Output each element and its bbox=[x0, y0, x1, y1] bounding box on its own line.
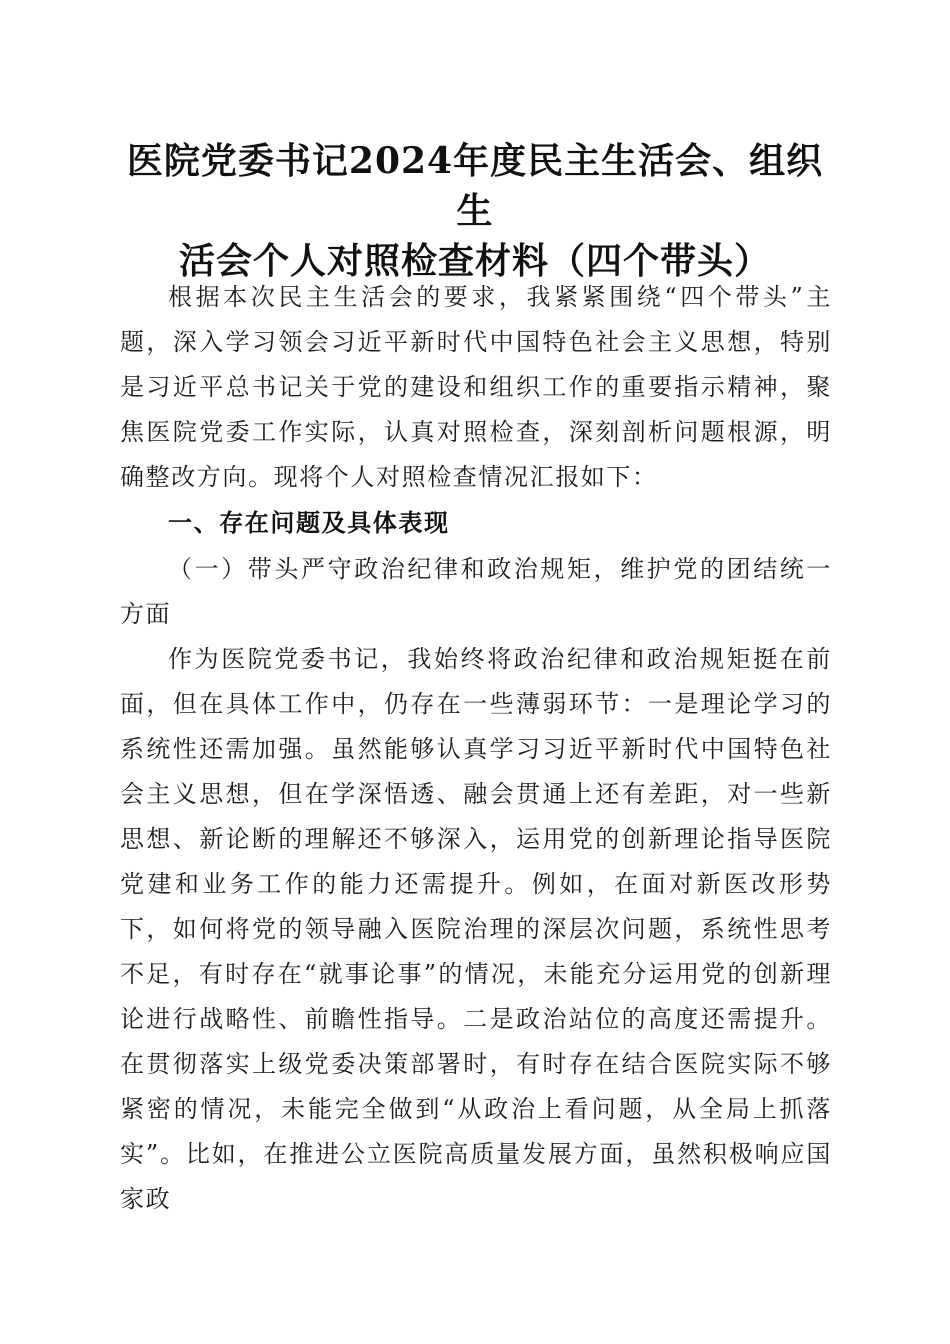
title-line-2: 活会个人对照检查材料（四个带头） bbox=[178, 240, 771, 282]
section-heading: 一、存在问题及具体表现 bbox=[168, 509, 450, 537]
subsection-heading: （一）带头严守政治纪律和政治规矩，维护党的团结统一方面 bbox=[120, 555, 832, 628]
title-line-1: 医院党委书记2024年度民主生活会、组织生 bbox=[126, 140, 824, 232]
body-paragraph: 作为医院党委书记，我始终将政治纪律和政治规矩挺在前面，但在具体工作中，仍存在一些薄弱环节：一是理论学习的系统性还需加强。虽然能够认真学习习近平新时代中国特色社会主义思想，但在学深悟透、融会贯通上还有差距，对一些新思想、新论断的理解还不够深入，运用党的创新理论指导医院党建和业务工作的能力还需提升。例如，在面对新医改形势下，如何将党的领导融入医院治理的深层次问题，系统性思考不足，有时存在“就事论事”的情况，未能充分运用党的创新理论进行战略性、前瞻性指导。二是政治站位的高度还需提升。在贯彻落实上级党委决策部署时，有时存在结合医院实际不够紧密的情况，未能完全做到“从政治上看问题，从全局上抓落实”。比如，在推进公立医院高质量发展方面，虽然积极响应国家政 bbox=[120, 645, 832, 1213]
intro-paragraph: 根据本次民主生活会的要求，我紧紧围绕“四个带头”主题，深入学习领会习近平新时代中国特色社会主义思想，特别是习近平总书记关于党的建设和组织工作的重要指示精神，聚焦医院党委工作实际，认真对照检查，深刻剖析问题根源，明确整改方向。现将个人对照检查情况汇报如下： bbox=[120, 283, 832, 491]
document-body bbox=[120, 275, 832, 1222]
document-title bbox=[110, 136, 840, 286]
